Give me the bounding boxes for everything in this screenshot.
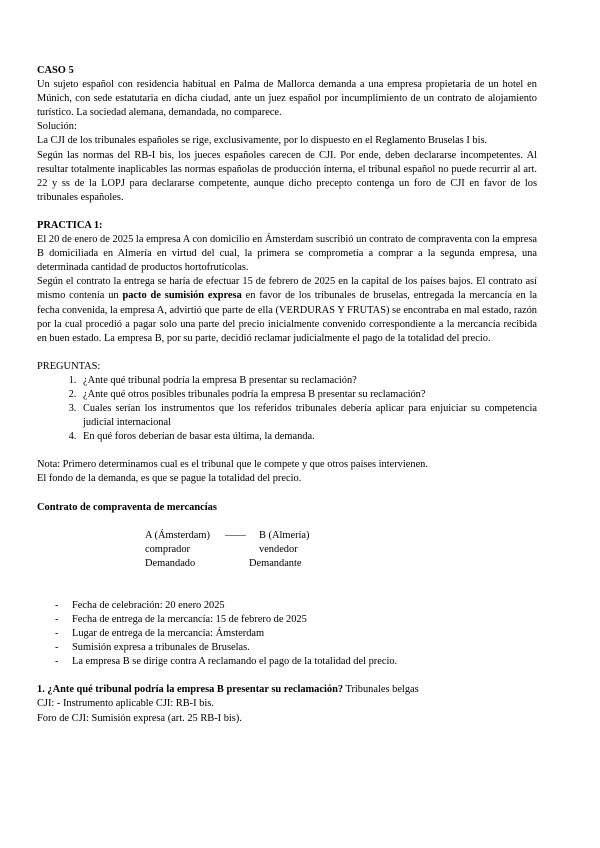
answer1-answer: Tribunales belgas: [343, 684, 419, 696]
solution-paragraph-1: La CJI de los tribunales españoles se rige, exclusivamente, por lo dispuesto en el Reglamento Bruselas I bis.: [37, 135, 488, 147]
fact-item: - Lugar de entrega de la mercancía: Ámsterdam: [55, 627, 537, 641]
document-page: [37, 64, 537, 726]
parties-row-roles: [145, 543, 355, 557]
fact-item: - Fecha de entrega de la mercancía: 15 de febrero de 2025: [55, 613, 537, 627]
parties-table: [145, 529, 355, 571]
parties-row-status: [145, 557, 355, 571]
para2-text-post: en favor de los tribunales de bruselas, entregada la mercancía en la fecha convenida, la empresa A, advirtió que parte de ella (VERDURAS Y FRUTAS) se encontraba en mal estado, razón por la cual procedió a pagar solo una parte del precio inicialmente convenido correspondiente a la mercancía recibida en buen estado. La empresa B, por su parte, decidió reclamar judicialmente el pago de la totalidad del precio.: [37, 290, 537, 344]
fact-item: - Fecha de celebración: 20 enero 2025: [55, 599, 537, 613]
practica1-title: PRACTICA 1:: [37, 219, 103, 231]
solution-label: Solución:: [37, 121, 77, 133]
caso5-title: CASO 5: [37, 65, 74, 76]
answer1-question: 1. ¿Ante qué tribunal podría la empresa B presentar su reclamación?: [37, 684, 344, 696]
party-a-name: A (Ámsterdam): [145, 529, 210, 541]
para2-bold-text: pacto de sumisión expresa: [122, 290, 242, 302]
party-a-role: comprador: [145, 543, 191, 555]
party-b-status: Demandante: [249, 557, 302, 569]
contrato-title: Contrato de compraventa de mercancías: [37, 501, 217, 513]
parties-row-names: [145, 529, 355, 543]
party-a-status: Demandado: [145, 557, 196, 569]
practica1-paragraph-2: [37, 275, 537, 345]
facts-list: [37, 599, 537, 669]
party-arrow: ——: [225, 529, 246, 541]
question-item: 4. En qué foros deberían de basar esta última, la demanda.: [79, 430, 537, 444]
question-item: 1. ¿Ante qué tribunal podría la empresa B presentar su reclamación?: [79, 374, 537, 388]
preguntas-label: PREGUNTAS:: [37, 360, 101, 372]
fact-item: - La empresa B se dirige contra A reclamando el pago de la totalidad del precio.: [55, 655, 537, 669]
para2-text-pre: Según el contrato la entrega se haría de efectuar 15 de febrero de 2025 en la capital de los países bajos. El contrato así mismo contenía un: [37, 276, 537, 302]
question-item: 3. Cuales serían los instrumentos que los referidos tribunales debería aplicar para enjuiciar su competencia judicial internacional: [79, 402, 537, 430]
answer1-foro: Foro de CJI: Sumisión expresa (art. 25 RB-I bis).: [37, 712, 242, 724]
practica1-paragraph-1: El 20 de enero de 2025 la empresa A con domicilio en Ámsterdam suscribió un contrato de compraventa con la empresa B domiciliada en Almería en virtud del cual, la primera se comprometía a comprar a la segunda empresa, una determinada cantidad de productos hortofrutícolas.: [37, 234, 537, 274]
solution-paragraph-2: Según las normas del RB-I bis, los jueces españoles carecen de CJI. Por ende, deben declararse incompetentes. Al resultar totalmente inaplicables las normas españolas de producción interna, el tribunal español no puede recurrir al art. 22 y ss de la LOPJ para declararse competente, aunque dicho precepto contenga un foro de CJI en favor de los tribunales españoles.: [37, 149, 537, 203]
question-item: 2. ¿Ante qué otros posibles tribunales podría la empresa B presentar su reclamación?: [79, 388, 537, 402]
answer1-heading: [37, 683, 537, 697]
answer1-cji: CJI: - Instrumento aplicable CJI: RB-I bis.: [37, 698, 214, 710]
party-b-name: B (Almería): [259, 529, 310, 541]
note-line-2: El fondo de la demanda, es que se pague la totalidad del precio.: [37, 473, 302, 485]
fact-item: - Sumisión expresa a tribunales de Bruselas.: [55, 641, 537, 655]
note-line-1: Nota: Primero determinamos cual es el tribunal que le compete y que otros países intervienen.: [37, 459, 428, 471]
party-b-role: vendedor: [259, 543, 298, 555]
questions-list: [37, 374, 537, 444]
caso5-statement: Un sujeto español con residencia habitual en Palma de Mallorca demanda a una empresa propietaria de un hotel en Múnich, con sede estatutaria en dicha ciudad, ante un juez español por incumplimiento de un contrato de alojamiento turístico. La sociedad alemana, demandada, no comparece.: [37, 79, 537, 119]
